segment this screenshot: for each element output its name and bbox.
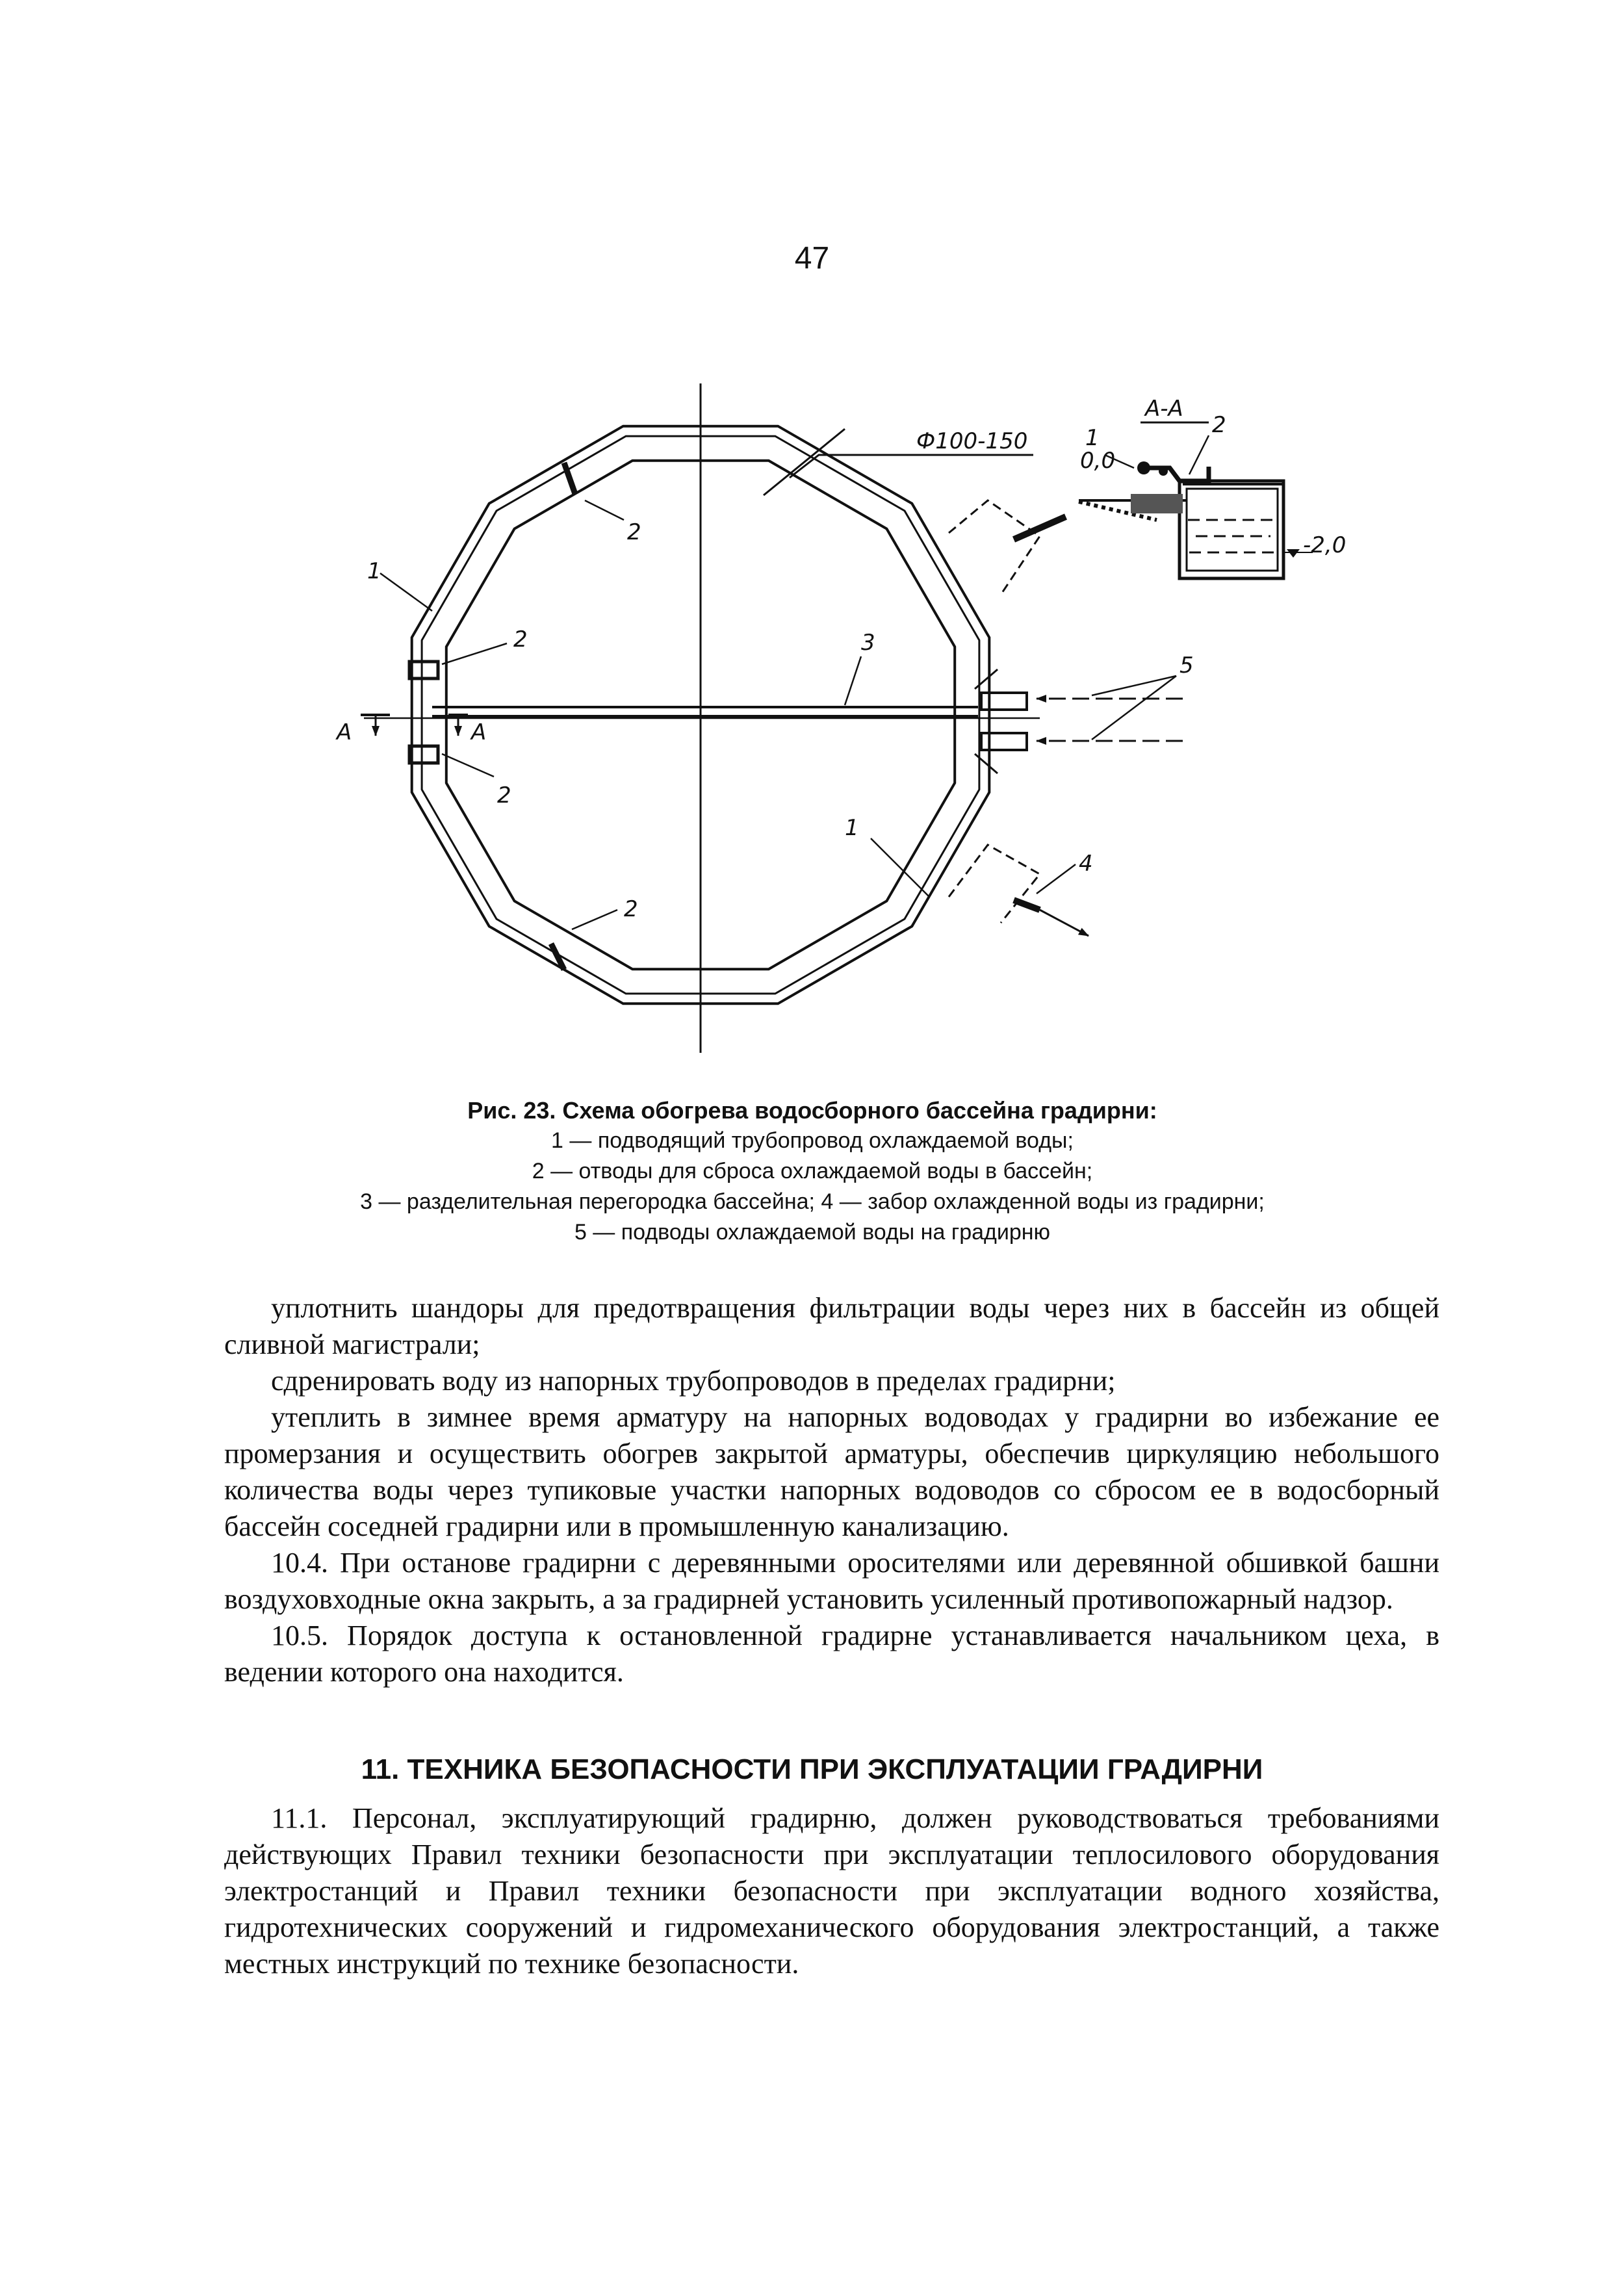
section-title-label: А-А [1145,396,1183,422]
caption-line: 2 — отводы для сброса охлаждаемой воды в бассейн; [532,1159,1093,1183]
outflow-arrow [1040,910,1089,936]
section-mark-right: А [471,719,487,745]
body-paragraph: утеплить в зимнее время арматуру на напорных водоводах у градирни во избежание ее промерзания и осуществить обогрев закрытой арматуры, обеспечив циркуляцию небольшого количества воды через тупиковые участки напорных водоводов со сбросом ее в водосборный бассейн соседней градирни или в промышленную канализацию. [224,1401,1439,1542]
section-paragraph: 11.1. Персонал, эксплуатирующий градирню, должен руководствоваться требованиями действующих Правил техники безопасности при эксплуатации теплосилового оборудования электростанций и Правил техники безопасности при эксплуатации водного хозяйства, гидротехнических сооружений и гидромеханического оборудования электростанций, а также местных инструкций по технике безопасности. [224,1802,1439,1980]
label-2-bottom: 2 [624,896,638,922]
label-1-inner: 1 [845,815,859,841]
section-detail [1079,422,1313,578]
label-1-section: 1 [1085,425,1100,451]
caption-line: 3 — разделительная перегородка бассейна; 4 — забор охлажденной воды из градирни; [360,1189,1265,1214]
figure-caption [195,1095,1430,1248]
label-5: 5 [1179,653,1194,678]
inlet-pipes [949,500,1066,923]
caption-line: 5 — подводы охлаждаемой воды на градирню [574,1220,1051,1245]
label-1-ring: 1 [367,558,381,584]
level-bottom-label: -2,0 [1303,532,1347,558]
caption-title: Рис. 23. Схема обогрева водосборного бассейна градирни: [467,1097,1157,1124]
body-text [224,1290,1439,1690]
section-heading: 11. ТЕХНИКА БЕЗОПАСНОСТИ ПРИ ЭКСПЛУАТАЦИИ ГРАДИРНИ [361,1753,1263,1785]
body-paragraph: 10.5. Порядок доступа к остановленной градирне устанавливается начальником цеха, в ведении которого она находится. [224,1620,1439,1688]
section-text [224,1800,1439,1982]
label-3: 3 [861,630,875,656]
label-2-upper: 2 [513,627,528,653]
body-paragraph: сдренировать воду из напорных трубопроводов в пределах градирни; [271,1365,1116,1397]
body-paragraph: уплотнить шандоры для предотвращения фильтрации воды через них в бассейн из общей сливной магистрали; [224,1292,1439,1360]
caption-line: 1 — подводящий трубопровод охлаждаемой воды; [551,1128,1074,1153]
label-2-lower: 2 [497,782,511,808]
label-4: 4 [1079,851,1093,877]
section-mark-left: А [337,719,352,745]
diameter-label: Ф100-150 [916,428,1028,454]
level-top-label: 0,0 [1080,448,1116,474]
label-2-section: 2 [1212,412,1226,438]
cooling-tower-basin-diagram [0,0,1624,1092]
page-number: 47 [794,241,830,276]
label-2-top: 2 [627,519,641,545]
body-paragraph: 10.4. При останове градирни с деревянными оросителями или деревянной обшивкой башни воздуховходные окна закрыть, а за градирней установить усиленный противопожарный надзор. [224,1547,1439,1615]
